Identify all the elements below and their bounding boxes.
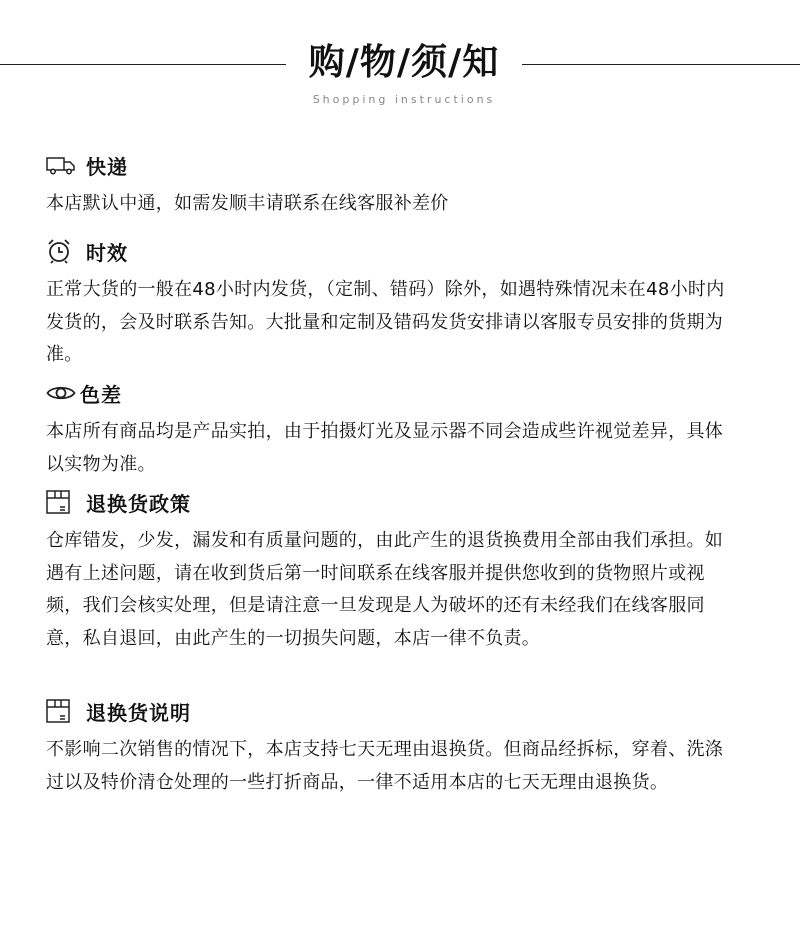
header-rule-right <box>522 64 800 65</box>
section-delivery <box>46 150 726 221</box>
truck-icon <box>46 152 78 178</box>
section-header <box>46 150 726 180</box>
section-header <box>46 236 726 266</box>
page-header <box>0 0 800 120</box>
section-body: 不影响二次销售的情况下，本店支持七天无理由退换货。但商品经拆标，穿着、洗涤过以及特价清仓处理的一些打折商品，一律不适用本店的七天无理由退换货。 <box>46 739 724 793</box>
section-body: 本店所有商品均是产品实拍，由于拍摄灯光及显示器不同会造成些许视觉差异，具体以实物为准。 <box>46 421 724 475</box>
section-header <box>46 378 726 408</box>
section-return-policy <box>46 487 726 655</box>
section-header <box>46 487 726 517</box>
section-body: 本店默认中通，如需发顺丰请联系在线客服补差价 <box>46 193 449 214</box>
alarm-clock-icon <box>46 238 78 264</box>
section-color-difference <box>46 378 726 481</box>
box-icon <box>46 489 78 515</box>
section-title: 退换货说明 <box>86 700 191 725</box>
page-subtitle: Shopping instructions <box>312 93 496 106</box>
section-title: 快递 <box>86 154 128 179</box>
section-title: 退换货政策 <box>86 491 191 516</box>
section-body: 仓库错发，少发，漏发和有质量问题的，由此产生的退货换费用全部由我们承担。如遇有上述问题，请在收到货后第一时间联系在线客服并提供您收到的货物照片或视频，我们会核实处理，但是请注意一旦发现是人为破坏的还有未经我们在线客服同意，私自退回，由此产生的一切损失问题，本店一律不负责。 <box>46 530 724 649</box>
section-title: 时效 <box>86 240 128 265</box>
section-return-notes <box>46 696 726 799</box>
box-icon <box>46 698 78 724</box>
section-header <box>46 696 726 726</box>
section-body: 正常大货的一般在48小时内发货，（定制、错码）除外，如遇特殊情况未在48小时内发货的，会及时联系告知。大批量和定制及错码发货安排请以客服专员安排的货期为准。 <box>46 279 725 365</box>
section-timeliness <box>46 236 726 372</box>
header-rule-left <box>0 64 286 65</box>
eye-icon <box>46 380 78 406</box>
section-title: 色差 <box>80 382 122 407</box>
page-title: 购/物/须/知 <box>308 42 500 83</box>
